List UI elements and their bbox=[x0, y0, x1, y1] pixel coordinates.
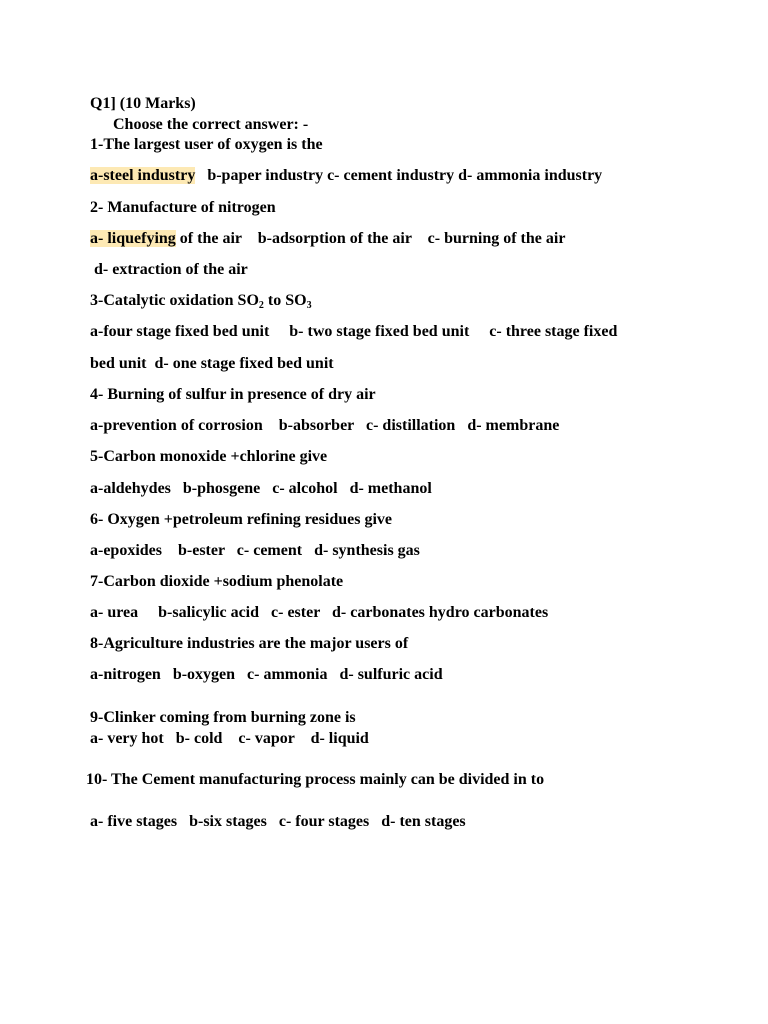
question-7-options: a- urea b-salicylic acid c- ester d- carbonates hydro carbonates bbox=[90, 604, 549, 621]
question-3 bbox=[90, 291, 312, 316]
question-3-subscript-2: 3 bbox=[306, 300, 312, 311]
question-2-options bbox=[90, 229, 565, 249]
question-3-mid: to SO bbox=[263, 292, 307, 309]
question-1-options-rest: b-paper industry c- cement industry d- ammonia industry bbox=[195, 167, 603, 184]
question-6: 6- Oxygen +petroleum refining residues give bbox=[90, 511, 392, 528]
question-8: 8-Agriculture industries are the major users of bbox=[90, 635, 409, 652]
question-2-options-rest: of the air b-adsorption of the air c- burning of the air bbox=[175, 230, 566, 247]
highlighted-answer-2: a- liquefying bbox=[90, 230, 176, 247]
question-3-prefix: 3-Catalytic oxidation SO bbox=[90, 292, 259, 309]
question-2-options-line2: d- extraction of the air bbox=[90, 261, 248, 278]
question-1-options bbox=[90, 166, 602, 186]
highlighted-answer-1: a-steel industry bbox=[90, 167, 196, 184]
question-3-subscript-1: 2 bbox=[258, 300, 264, 311]
question-1: 1-The largest user of oxygen is the bbox=[90, 136, 323, 153]
question-10: 10- The Cement manufacturing process mainly can be divided in to bbox=[86, 771, 545, 788]
question-8-options: a-nitrogen b-oxygen c- ammonia d- sulfuric acid bbox=[90, 666, 443, 683]
question-9-options: a- very hot b- cold c- vapor d- liquid bbox=[90, 730, 369, 747]
question-7: 7-Carbon dioxide +sodium phenolate bbox=[90, 573, 344, 590]
question-4-options: a-prevention of corrosion b-absorber c- distillation d- membrane bbox=[90, 417, 560, 434]
question-4: 4- Burning of sulfur in presence of dry air bbox=[90, 386, 376, 403]
question-10-options: a- five stages b-six stages c- four stages d- ten stages bbox=[90, 813, 466, 830]
instruction-text: Choose the correct answer: - bbox=[113, 116, 309, 133]
question-2: 2- Manufacture of nitrogen bbox=[90, 199, 276, 216]
question-6-options: a-epoxides b-ester c- cement d- synthesis gas bbox=[90, 542, 420, 559]
question-5-options: a-aldehydes b-phosgene c- alcohol d- methanol bbox=[90, 480, 432, 497]
section-title: Q1] (10 Marks) bbox=[90, 95, 196, 112]
question-5: 5-Carbon monoxide +chlorine give bbox=[90, 448, 328, 465]
question-9: 9-Clinker coming from burning zone is bbox=[90, 709, 356, 726]
question-3-options-line2: bed unit d- one stage fixed bed unit bbox=[90, 355, 334, 372]
question-3-options-line1: a-four stage fixed bed unit b- two stage fixed bed unit c- three stage fixed bbox=[90, 323, 618, 340]
